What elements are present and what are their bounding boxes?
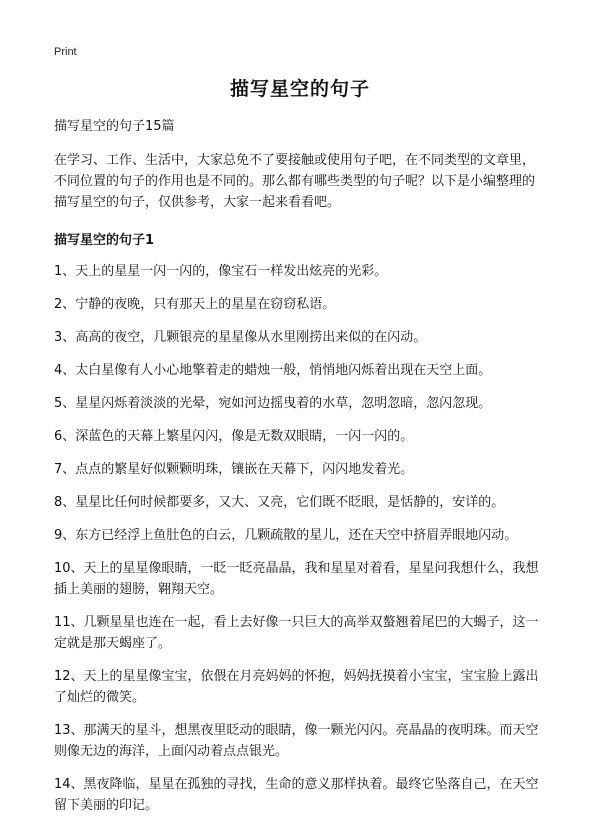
list-item: 6、深蓝色的天幕上繁星闪闪，像是无数双眼睛，一闪一闪的。 [54, 429, 414, 444]
list-item: 13、那满天的星斗，想黑夜里眨动的眼睛，像一颗光闪闪。亮晶晶的夜明珠。而天空则像无边的海洋，上面闪动着点点银光。 [54, 723, 539, 759]
list-item: 8、星星比任何时候都要多，又大、又亮，它们既不眨眼，是恬静的，安详的。 [54, 495, 505, 510]
list-item: 5、星星闪烁着淡淡的光晕，宛如河边摇曳着的水草，忽明忽暗，忽闪忽现。 [54, 396, 492, 411]
list-item: 1、天上的星星一闪一闪的，像宝石一样发出炫亮的光彩。 [54, 264, 388, 279]
list-item: 3、高高的夜空，几颗银亮的星星像从水里刚捞出来似的在闪动。 [54, 330, 427, 345]
page-title: 描写星空的句子 [229, 78, 370, 100]
list-item: 7、点点的繁星好似颗颗明珠，镶嵌在天幕下，闪闪地发着光。 [54, 462, 414, 477]
list-item: 10、天上的星星像眼睛，一眨一眨亮晶晶，我和星星对着看，星星问我想什么，我想插上美丽的翅膀，翱翔天空。 [54, 561, 539, 597]
list-item: 11、几颗星星也连在一起，看上去好像一只巨大的高举双螯翘着尾巴的大蝎子，这一定就是那天蝎座了。 [54, 615, 539, 651]
sentence-list [54, 261, 546, 816]
list-item: 9、东方已经浮上鱼肚色的白云，几颗疏散的星儿，还在天空中挤眉弄眼地闪动。 [54, 528, 518, 543]
intro-paragraph: 在学习、工作、生活中，大家总免不了要接触或使用句子吧，在不同类型的文章里，不同位置的句子的作用也是不同的。那么都有哪些类型的句子呢？以下是小编整理的描写星空的句子，仅供参考，大家一起来看看吧。 [54, 153, 536, 210]
list-item: 4、太白星像有人小心地擎着走的蜡烛一般，悄悄地闪烁着出现在天空上面。 [54, 363, 492, 378]
section-heading: 描写星空的句子1 [54, 233, 155, 248]
list-item: 2、宁静的夜晚，只有那天上的星星在窃窃私语。 [54, 297, 336, 312]
print-label: Print [54, 46, 77, 58]
document-subtitle: 描写星空的句子15篇 [54, 119, 175, 134]
list-item: 14、黑夜降临，星星在孤独的寻找，生命的意义那样执着。最终它坠落自己，在天空留下美丽的印记。 [54, 777, 539, 813]
list-item: 12、天上的星星像宝宝，依偎在月亮妈妈的怀抱，妈妈抚摸着小宝宝，宝宝脸上露出了灿烂的微笑。 [54, 669, 539, 705]
